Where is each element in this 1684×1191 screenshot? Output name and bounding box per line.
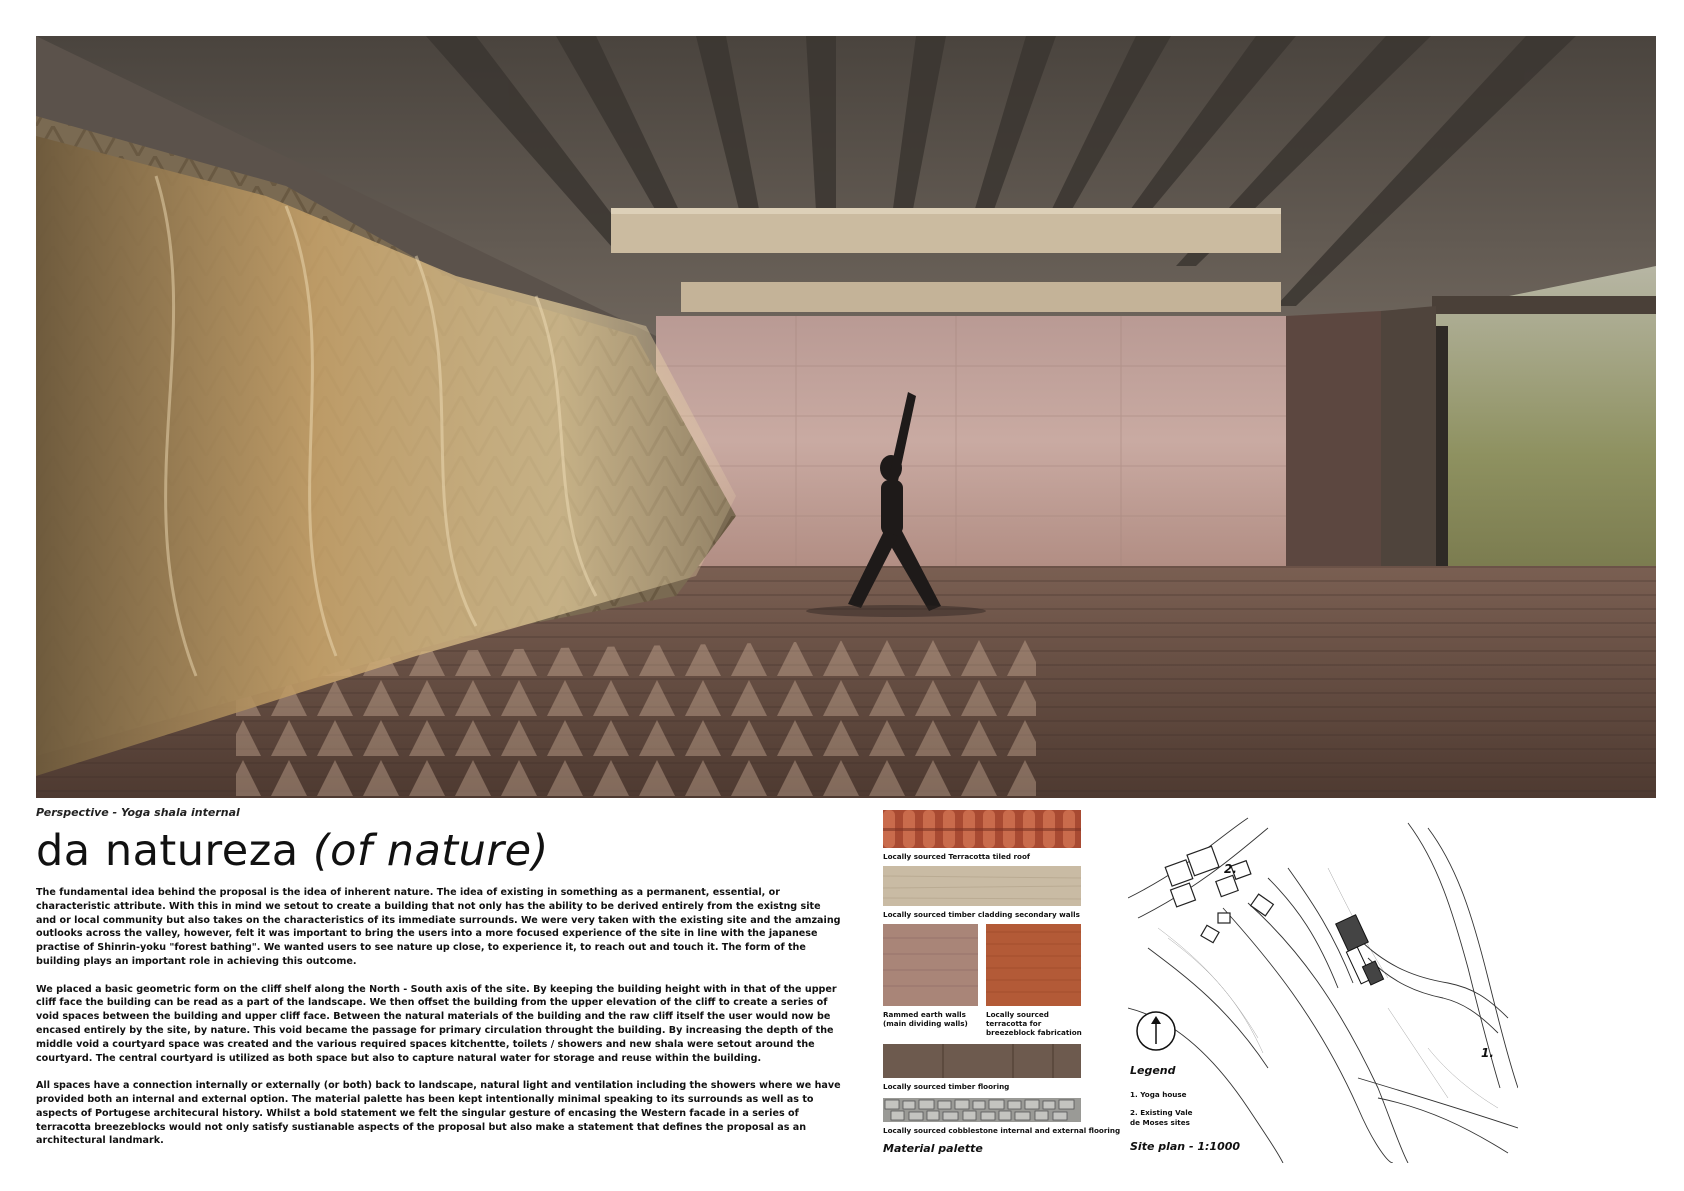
rammed-earth-swatch bbox=[883, 924, 978, 1006]
material-label: Locally sourced Terracotta tiled roof bbox=[883, 852, 1031, 861]
description-paragraph: We placed a basic geometric form on the cliff shelf along the North - South axis of the site. By keeping the building height with in that of the upper cliff face the building can be read as a part of the landscape. We then offset the building from the upper elevation of the cliff to create a series of void spaces between the building and upper cliff face. Between the natural materials of the building and the raw cliff itself the user would now be encased entirely by the site, by nature. This void became the passage for primary circulation throught the building. By increasing the depth of the middle void a courtyard space was created and the various required spaces kitchentte, toilets / showers and new shala were setout around the courtyard. The central courtyard is utilized as both space but also to capture natural water for storage and reuse within the building. bbox=[36, 983, 837, 1064]
material-label: Locally sourced cobblestone internal and external flooring bbox=[883, 1126, 1121, 1135]
north-arrow-icon bbox=[1135, 1010, 1177, 1052]
hero-caption: Perspective - Yoga shala internal bbox=[36, 806, 240, 819]
site-marker-1: 1. bbox=[1481, 1046, 1494, 1060]
page-title bbox=[36, 824, 549, 878]
site-marker-2: 2. bbox=[1224, 862, 1237, 876]
timber-flooring-swatch bbox=[883, 1044, 1081, 1078]
material-label: Rammed earth walls (main dividing walls) bbox=[883, 1010, 968, 1028]
description-text bbox=[36, 886, 844, 1162]
title-main: da natureza bbox=[36, 826, 299, 876]
title-sub: (of nature) bbox=[312, 826, 549, 876]
terracotta-roof-swatch bbox=[883, 810, 1081, 848]
legend-item-existing-sites: 2. Existing Vale de Moses sites bbox=[1130, 1108, 1193, 1127]
cobblestone-swatch bbox=[883, 1098, 1081, 1122]
material-label: Locally sourced timber cladding secondary walls bbox=[883, 910, 1080, 919]
material-label: Locally sourced terracotta for breezeblock fabrication bbox=[986, 1010, 1082, 1037]
material-palette-title: Material palette bbox=[883, 1142, 983, 1155]
yoga-shala-render bbox=[36, 36, 1656, 798]
site-plan-title: Site plan - 1:1000 bbox=[1130, 1140, 1241, 1153]
material-label: Locally sourced timber flooring bbox=[883, 1082, 1010, 1091]
timber-cladding-swatch bbox=[883, 866, 1081, 906]
description-paragraph: The fundamental idea behind the proposal is the idea of inherent nature. The idea of existing in something as a permanent, essential, or characteristic attribute. With this in mind we setout to create a building that not only has the ability to be derived entirely from the existng site and or local community but also takes on the characteristics of its immediate surrounds. We were very taken with the existing site and the amzaing outlooks across the valley, however, felt it was important to bring the users into a more focused experience of the site in line with the japanese practise of Shinrin-yoku "forest bathing". We wanted users to see nature up close, to experience it, to reach out and touch it. The form of the building plays an important role in achieving this outcome. bbox=[36, 887, 841, 967]
hero-perspective-render bbox=[36, 36, 1656, 798]
legend-title: Legend bbox=[1130, 1064, 1176, 1077]
legend-item-yoga-house: 1. Yoga house bbox=[1130, 1090, 1187, 1099]
description-paragraph: All spaces have a connection internally or externally (or both) back to landscape, natural light and ventilation including the showers where we have provided both an internal and external option. The material palette has been kept intentionally minimal speaking to its surrounds as well as to aspects of Portugese architecural history. Whilst a bold statement we felt the singular gesture of encasing the Western facade in a series of terracotta breezeblocks would not only satisfy sustianable aspects of the proposal but also make a statement that defines the proposal as an architectural landmark. bbox=[36, 1080, 841, 1147]
terracotta-breezeblock-swatch bbox=[986, 924, 1081, 1006]
